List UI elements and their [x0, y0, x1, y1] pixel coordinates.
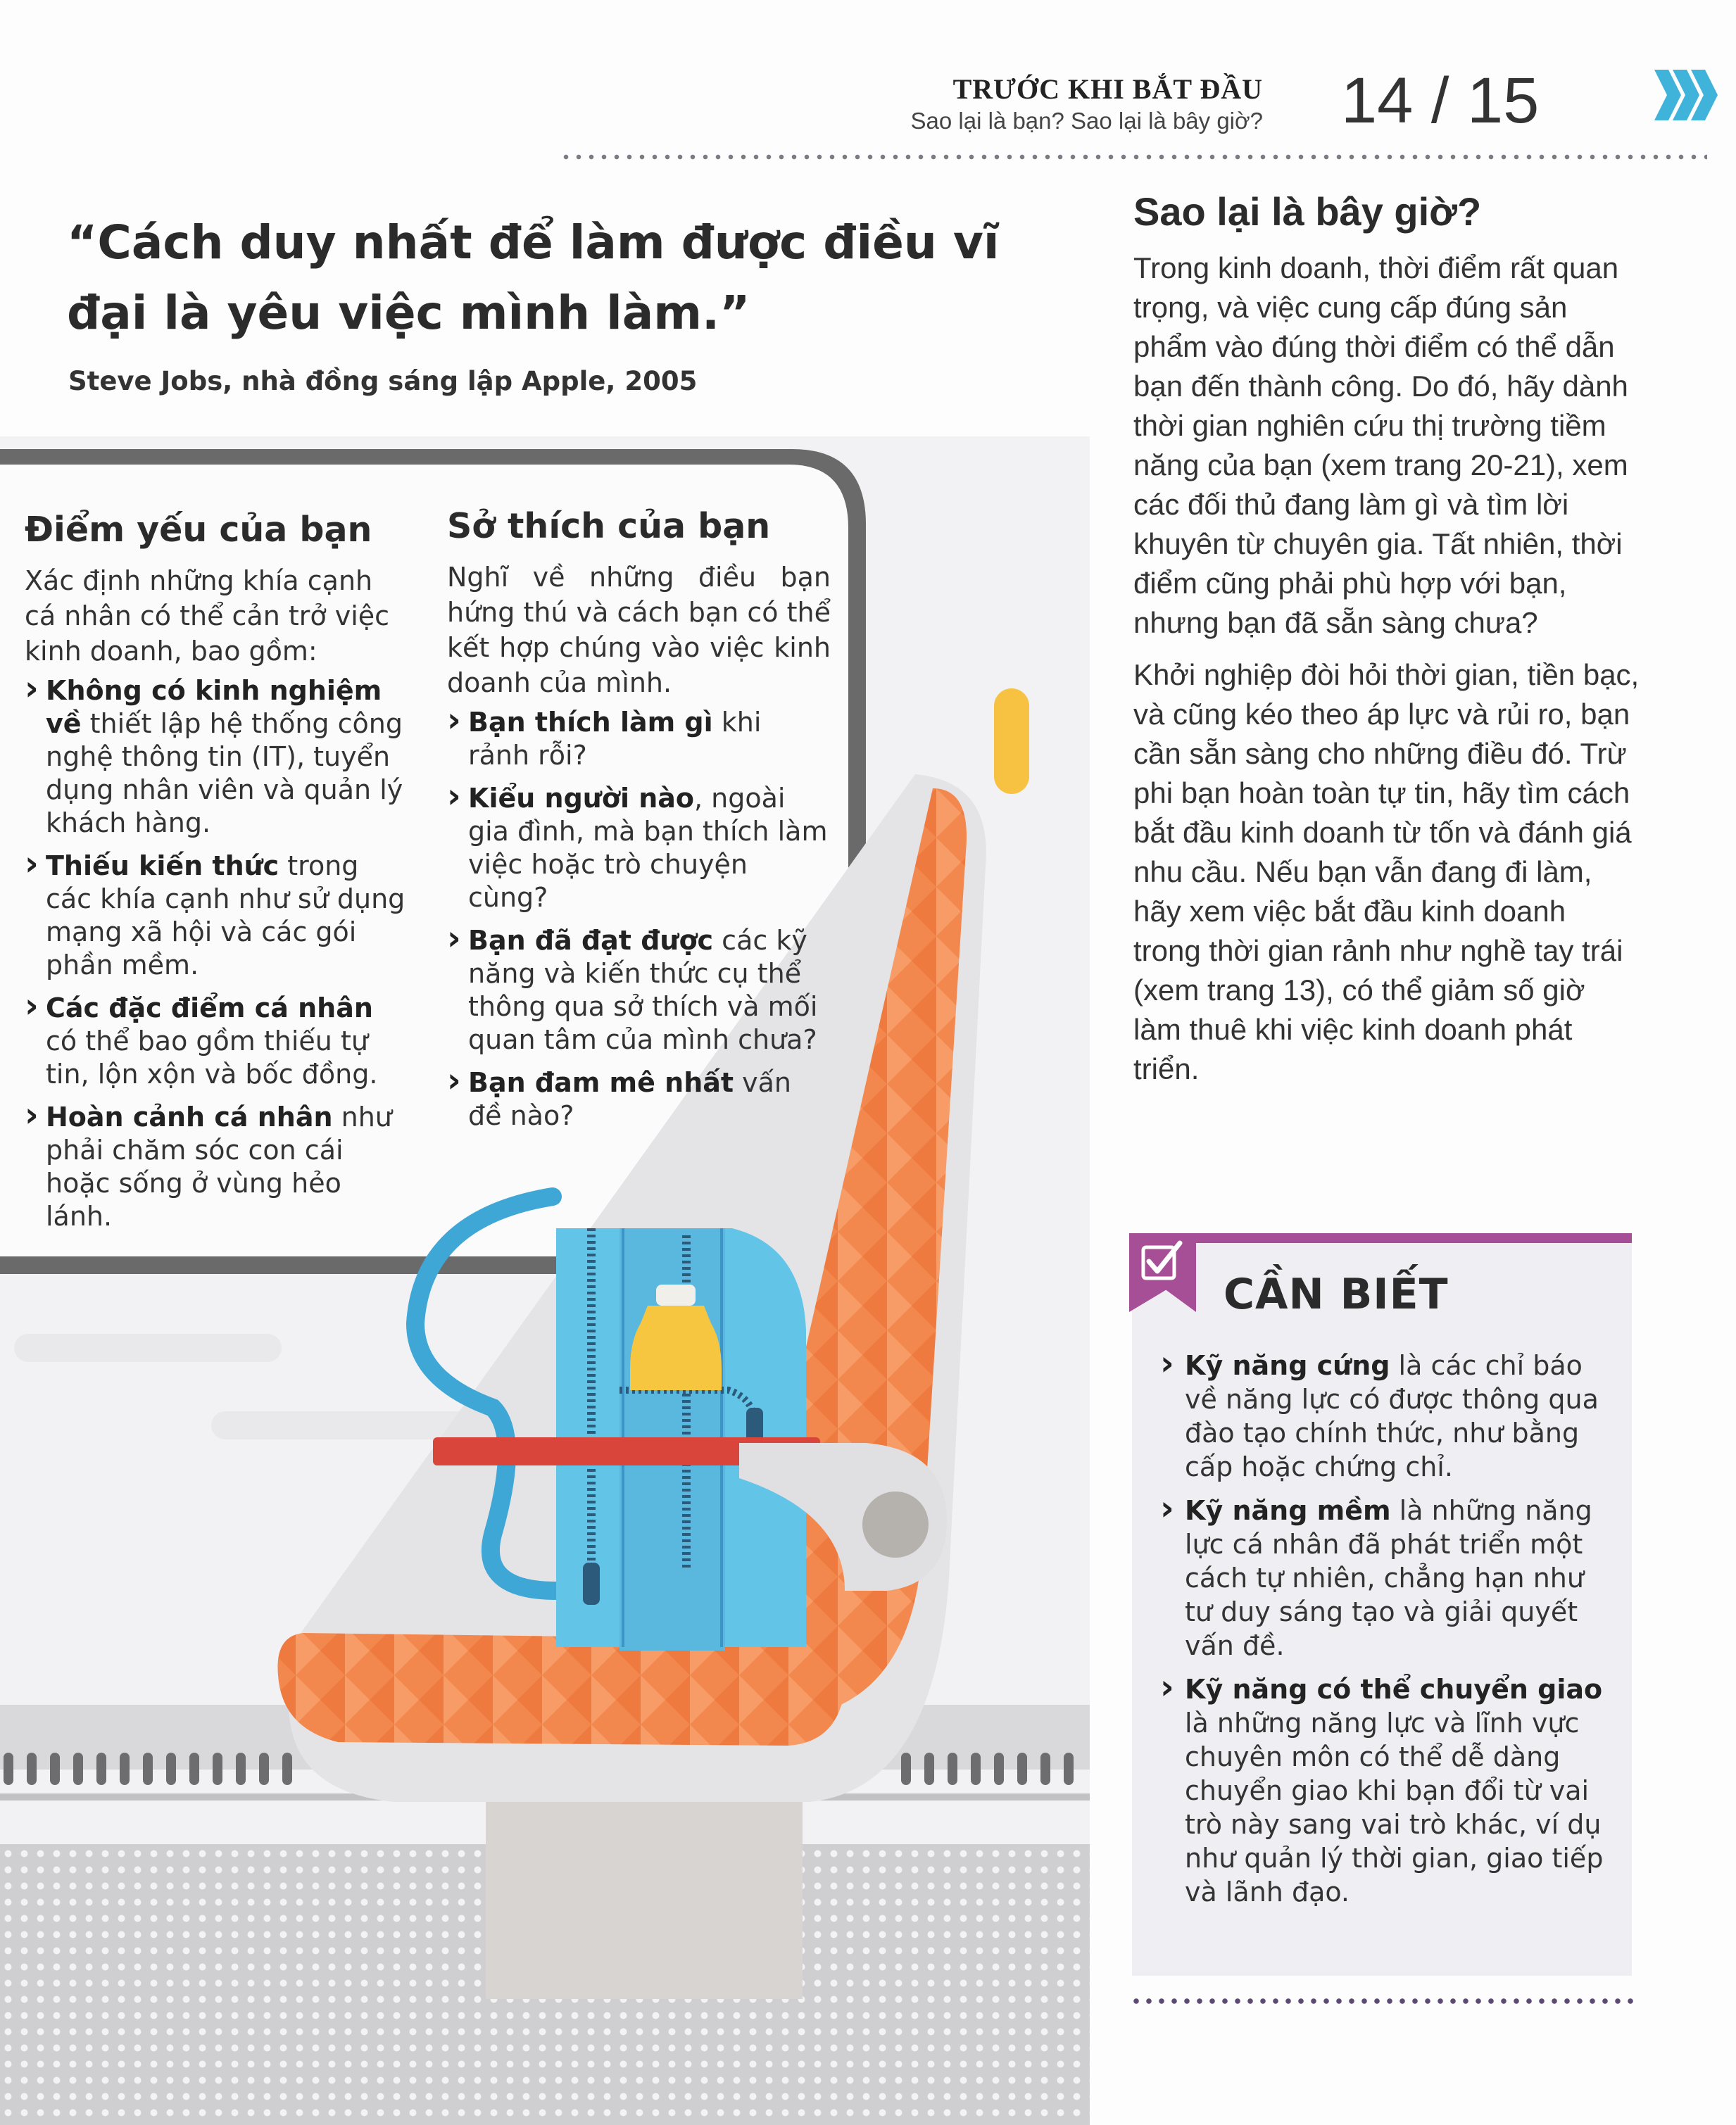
why-now-title: Sao lại là bây giờ? — [1133, 189, 1482, 234]
header-divider — [560, 153, 1707, 160]
item-bold: Kỹ năng mềm — [1185, 1495, 1391, 1526]
interests-intro: Nghĩ về những điều bạn hứng thú và cách bạn có thể kết hợp chúng vào việc kinh doanh của mình. — [447, 562, 831, 698]
headrest — [994, 688, 1029, 794]
weaknesses-intro: Xác định những khía cạnh cá nhân có thể cản trở việc kinh doanh, bao gồm: — [25, 565, 390, 667]
item-text: là các chỉ báo về năng lực có được thông qua đào tạo chính thức, như bằng cấp hoặc chứng chỉ. — [1185, 1350, 1599, 1482]
item-text: có thể bao gồm thiếu tự tin, lộn xộn và bốc đồng. — [46, 1026, 378, 1090]
item-text: vấn đề nào? — [468, 1067, 792, 1131]
list-item — [447, 1066, 831, 1133]
need-to-know-box — [1132, 1233, 1632, 1976]
footer-divider — [1130, 1998, 1633, 2005]
page-numbers: 14 / 15 — [1341, 65, 1540, 137]
item-bold: Kiểu người nào — [468, 783, 694, 814]
item-text: là những năng lực và lĩnh vực chuyên môn có thể dễ dàng chuyển giao khi bạn đổi từ vai trò này sang vai trò khác, ví dụ như quản lý thời gian, giao tiếp và lãnh đạo. — [1185, 1708, 1604, 1908]
list-item — [447, 924, 831, 1057]
page-header — [831, 60, 1736, 151]
why-now-section — [1133, 189, 1640, 1102]
interests-section — [447, 503, 831, 1142]
interests-title: Sở thích của bạn — [447, 506, 771, 546]
item-bold: Bạn thích làm gì — [468, 707, 713, 738]
armrest-knob — [862, 1492, 929, 1558]
chevron-right-icon — [1654, 60, 1725, 130]
item-bold: Hoàn cảnh cá nhân — [46, 1102, 333, 1133]
seat-cushion — [277, 1633, 848, 1746]
item-text: khi rảnh rỗi? — [468, 707, 762, 771]
seat-pedestal — [486, 1788, 803, 1999]
list-item — [25, 992, 408, 1091]
item-bold: Bạn đam mê nhất — [468, 1067, 734, 1098]
list-item — [25, 674, 408, 840]
weaknesses-list — [25, 674, 408, 1233]
item-bold: Các đặc điểm cá nhân — [46, 992, 373, 1023]
item-text: , ngoài gia đình, mà bạn thích làm việc hoặc trò chuyện cùng? — [468, 783, 828, 913]
item-bold: Bạn đã đạt được — [468, 925, 714, 956]
quote-attribution: Steve Jobs, nhà đồng sáng lập Apple, 2005 — [68, 366, 698, 396]
item-bold: Kỹ năng cứng — [1185, 1350, 1390, 1381]
section-title: TRƯỚC KHI BẮT ĐẦU — [952, 73, 1263, 105]
weaknesses-section — [25, 507, 408, 1243]
why-now-paragraph: Khởi nghiệp đòi hỏi thời gian, tiền bạc, và cũng kéo theo áp lực và rủi ro, bạn cần sẵn sàng cho những điều đó. Trừ phi bạn hoàn toàn tự tin, hãy tìm cách bắt đầu kinh doanh từ tốn và đánh giá nhu cầu. Nếu bạn vẫn đang đi làm, hãy xem việc bắt đầu kinh doanh trong thời gian rảnh như nghề tay trái (xem trang 13), có thể giảm số giờ làm thuê khi việc kinh doanh phát triển. — [1133, 658, 1640, 1085]
list-item — [1160, 1349, 1611, 1484]
list-item — [447, 706, 831, 772]
item-bold: Kỹ năng có thể chuyển giao — [1185, 1674, 1603, 1705]
item-text: như phải chăm sóc con cái hoặc sống ở vùng hẻo lánh. — [46, 1102, 392, 1232]
item-text: trong các khía cạnh như sử dụng mạng xã hội và các gói phần mềm. — [46, 850, 405, 980]
need-to-know-title: CẦN BIẾT — [1224, 1270, 1449, 1319]
list-item — [447, 782, 831, 914]
item-text: là những năng lực cá nhân đã phát triển một cách tự nhiên, chẳng hạn như tư duy sáng tạo và giải quyết vấn đề. — [1185, 1495, 1592, 1661]
why-now-paragraph: Trong kinh doanh, thời điểm rất quan trọng, và việc cung cấp đúng sản phẩm vào đúng thời điểm có thể dẫn bạn đến thành công. Do đó, hãy dành thời gian nghiên cứu thị trường tiềm năng của bạn (xem trang 20-21), xem các đối thủ đang làm gì và tìm lời khuyên từ chuyên gia. Tất nhiên, thời điểm cũng phải phù hợp với bạn, nhưng bạn đã sẵn sàng chưa? — [1133, 251, 1628, 639]
item-text: thiết lập hệ thống công nghệ thông tin (IT), tuyển dụng nhân viên và quản lý khách hàng. — [46, 708, 403, 838]
checkmark-icon — [1140, 1240, 1183, 1284]
weaknesses-title: Điểm yếu của bạn — [25, 510, 372, 550]
interests-list — [447, 706, 831, 1133]
item-text: các kỹ năng và kiến thức cụ thể thông qua sở thích và mối quan tâm của mình chưa? — [468, 925, 818, 1055]
list-item — [1160, 1672, 1611, 1909]
checkmark-tab — [1129, 1233, 1196, 1312]
item-bold: Không có kinh nghiệm về — [46, 675, 382, 739]
quote-text: “Cách duy nhất để làm được điều vĩ đại là yêu việc mình làm.” — [67, 215, 1000, 340]
list-item — [25, 1101, 408, 1233]
list-item — [25, 850, 408, 982]
need-to-know-list — [1160, 1349, 1611, 1919]
list-item — [1160, 1494, 1611, 1663]
section-subtitle: Sao lại là bạn? Sao lại là bây giờ? — [910, 108, 1263, 134]
item-bold: Thiếu kiến thức — [46, 850, 279, 881]
